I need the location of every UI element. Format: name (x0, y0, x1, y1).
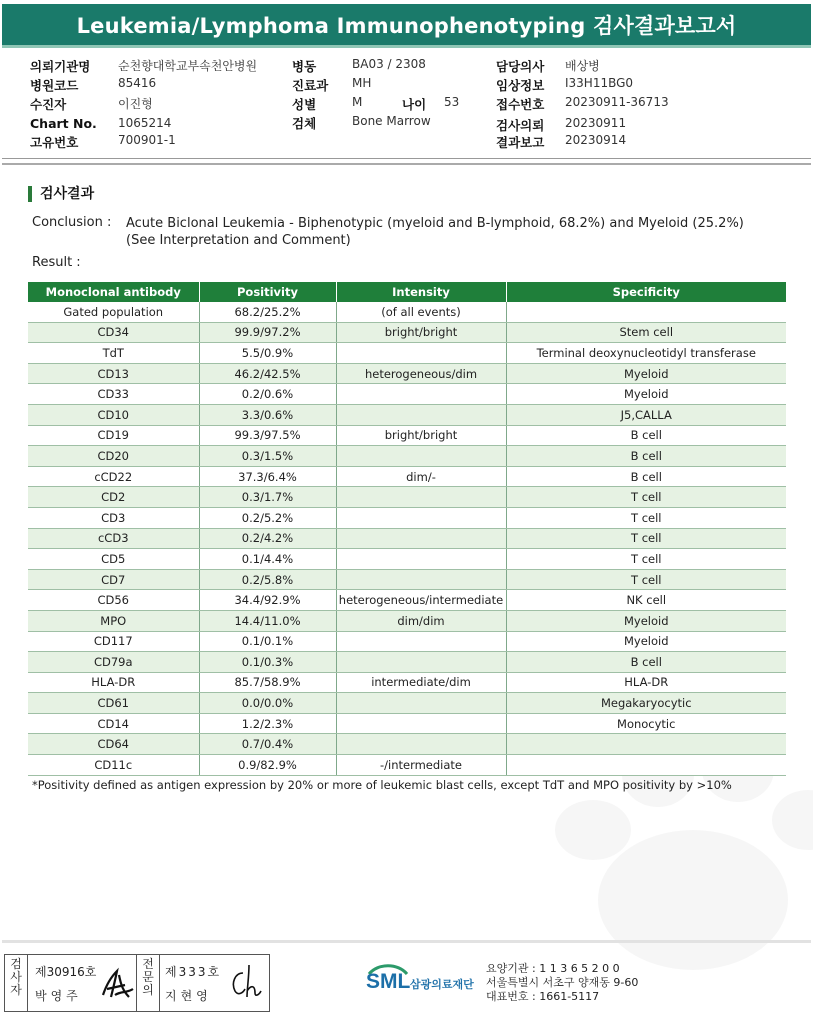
section-title: 검사결과 (28, 186, 94, 202)
cell-positivity: 34.4/92.9% (199, 590, 336, 611)
cell-intensity: dim/dim (336, 610, 506, 631)
cell-specificity: Myeloid (506, 363, 786, 384)
age-value: 53 (444, 95, 460, 109)
cell-positivity: 0.1/4.4% (199, 549, 336, 570)
specialist-name: 지현영 (165, 989, 212, 1003)
institution-value: 순천향대학교부속천안병원 (118, 59, 258, 73)
table-row (28, 446, 786, 467)
table-row (28, 549, 786, 570)
cell-intensity (336, 549, 506, 570)
divider (159, 955, 160, 1011)
cell-antibody: CD5 (28, 549, 199, 570)
divider (27, 955, 28, 1011)
specimen-label: 검체 (292, 116, 317, 131)
cell-positivity: 0.7/0.4% (199, 734, 336, 755)
patient-label: 수진자 (30, 97, 67, 112)
cell-positivity: 0.1/0.3% (199, 652, 336, 673)
footer-divider (2, 940, 811, 943)
cell-specificity: T cell (506, 528, 786, 549)
cell-specificity: Megakaryocytic (506, 693, 786, 714)
cell-intensity: (of all events) (336, 302, 506, 322)
cell-antibody: cCD22 (28, 466, 199, 487)
cell-antibody: CD33 (28, 384, 199, 405)
cell-antibody: CD20 (28, 446, 199, 467)
table-row (28, 343, 786, 364)
cell-intensity (336, 404, 506, 425)
cell-positivity: 99.3/97.5% (199, 425, 336, 446)
report-date-value: 20230914 (565, 133, 627, 147)
cell-specificity: NK cell (506, 590, 786, 611)
cell-positivity: 0.9/82.9% (199, 755, 336, 776)
table-row (28, 384, 786, 405)
cell-positivity: 0.3/1.7% (199, 487, 336, 508)
table-row (28, 569, 786, 590)
tester-name: 박영주 (35, 989, 82, 1003)
cell-intensity (336, 507, 506, 528)
cell-positivity: 0.2/4.2% (199, 528, 336, 549)
table-row (28, 693, 786, 714)
cell-antibody: cCD3 (28, 528, 199, 549)
cell-intensity (336, 652, 506, 673)
patient-info (0, 54, 813, 154)
cell-intensity: dim/- (336, 466, 506, 487)
cell-positivity: 37.3/6.4% (199, 466, 336, 487)
sml-logo (366, 962, 484, 1002)
unique-no-label: 고유번호 (30, 135, 79, 150)
cell-intensity (336, 528, 506, 549)
cell-intensity: -/intermediate (336, 755, 506, 776)
table-body (28, 302, 786, 775)
cell-intensity (336, 487, 506, 508)
request-value: 20230911 (565, 116, 627, 130)
cell-specificity: Stem cell (506, 322, 786, 343)
dept-label: 진료과 (292, 78, 329, 93)
cell-intensity: bright/bright (336, 425, 506, 446)
cell-intensity: intermediate/dim (336, 672, 506, 693)
table-row (28, 507, 786, 528)
cell-specificity: T cell (506, 487, 786, 508)
sex-label: 성별 (292, 97, 317, 112)
cell-intensity (336, 569, 506, 590)
cell-intensity (336, 713, 506, 734)
logo-mark: SML (366, 970, 411, 993)
contact-info (486, 962, 638, 1004)
footnote: *Positivity defined as antigen expression by 20% or more of leukemic blast cells, except TdT and MPO positivity by >10% (32, 778, 732, 792)
table-row (28, 631, 786, 652)
cell-positivity: 99.9/97.2% (199, 322, 336, 343)
specialist-license: 제333호 (165, 965, 222, 979)
sex-value: M (352, 95, 363, 109)
cell-positivity: 5.5/0.9% (199, 343, 336, 364)
clinical-label: 임상정보 (496, 78, 545, 93)
table-row (28, 610, 786, 631)
tester-license: 제30916호 (35, 965, 97, 979)
hospital-code-value: 85416 (118, 76, 157, 90)
chart-no-value: 1065214 (118, 116, 172, 130)
tester-label: 검사자 (10, 957, 22, 997)
header-intensity: Intensity (336, 282, 506, 302)
cell-antibody: CD64 (28, 734, 199, 755)
receipt-label: 접수번호 (496, 97, 545, 112)
cell-positivity: 85.7/58.9% (199, 672, 336, 693)
tester-signature-icon (99, 965, 135, 1005)
doctor-value: 배상병 (565, 59, 600, 73)
table-row (28, 713, 786, 734)
cell-antibody: CD7 (28, 569, 199, 590)
cell-antibody: CD13 (28, 363, 199, 384)
ward-label: 병동 (292, 59, 317, 74)
cell-specificity: Myeloid (506, 384, 786, 405)
cell-positivity: 68.2/25.2% (199, 302, 336, 322)
cell-antibody: CD61 (28, 693, 199, 714)
results-table (28, 282, 786, 776)
header-antibody: Monoclonal antibody (28, 282, 199, 302)
cell-positivity: 0.2/5.2% (199, 507, 336, 528)
cell-intensity: heterogeneous/dim (336, 363, 506, 384)
ward-value: BA03 / 2308 (352, 57, 426, 71)
table-row (28, 652, 786, 673)
cell-specificity: Myeloid (506, 610, 786, 631)
cell-specificity: J5,CALLA (506, 404, 786, 425)
patient-value: 이진형 (118, 97, 153, 111)
table-row (28, 755, 786, 776)
cell-intensity (336, 343, 506, 364)
cell-specificity: Monocytic (506, 713, 786, 734)
table-row (28, 302, 786, 322)
doctor-label: 담당의사 (496, 59, 545, 74)
cell-antibody: MPO (28, 610, 199, 631)
table-row (28, 363, 786, 384)
cell-specificity: B cell (506, 446, 786, 467)
cell-antibody: TdT (28, 343, 199, 364)
report-date-label: 결과보고 (496, 135, 545, 150)
cell-specificity: B cell (506, 466, 786, 487)
age-label: 나이 (402, 97, 427, 112)
cell-specificity (506, 755, 786, 776)
cell-antibody: Gated population (28, 302, 199, 322)
cell-intensity: heterogeneous/intermediate (336, 590, 506, 611)
cell-intensity (336, 446, 506, 467)
specialist-label: 전문의 (142, 957, 154, 997)
cell-antibody: CD10 (28, 404, 199, 425)
cell-positivity: 46.2/42.5% (199, 363, 336, 384)
request-label: 검사의뢰 (496, 118, 545, 133)
divider (136, 955, 137, 1011)
cell-specificity: Myeloid (506, 631, 786, 652)
cell-antibody: CD19 (28, 425, 199, 446)
cell-antibody: CD11c (28, 755, 199, 776)
conclusion-line: (See Interpretation and Comment) (126, 233, 351, 248)
table-row (28, 528, 786, 549)
cell-antibody: CD34 (28, 322, 199, 343)
divider (2, 163, 811, 165)
cell-intensity (336, 384, 506, 405)
table-row (28, 672, 786, 693)
contact-line: 서울특별시 서초구 양재동 9-60 (486, 976, 639, 989)
cell-antibody: HLA-DR (28, 672, 199, 693)
cell-antibody: CD3 (28, 507, 199, 528)
hospital-code-label: 병원코드 (30, 78, 79, 93)
cell-specificity: B cell (506, 425, 786, 446)
table-row (28, 404, 786, 425)
table-row (28, 590, 786, 611)
cell-positivity: 0.0/0.0% (199, 693, 336, 714)
cell-positivity: 0.1/0.1% (199, 631, 336, 652)
header-positivity: Positivity (199, 282, 336, 302)
cell-intensity: bright/bright (336, 322, 506, 343)
table-row (28, 734, 786, 755)
unique-no-value: 700901-1 (118, 133, 176, 147)
table-row (28, 425, 786, 446)
cell-positivity: 14.4/11.0% (199, 610, 336, 631)
conclusion-text (126, 215, 786, 249)
table-row (28, 466, 786, 487)
specimen-value: Bone Marrow (352, 114, 431, 128)
cell-specificity: T cell (506, 569, 786, 590)
logo-name: 삼광의료재단 (410, 978, 474, 991)
cell-antibody: CD2 (28, 487, 199, 508)
report-title: Leukemia/Lymphoma Immunophenotyping 검사결과보고서 (2, 4, 811, 48)
cell-intensity (336, 693, 506, 714)
header-specificity: Specificity (506, 282, 786, 302)
receipt-value: 20230911-36713 (565, 95, 669, 109)
cell-positivity: 0.3/1.5% (199, 446, 336, 467)
specialist-signature-icon (225, 961, 267, 1005)
signature-box (4, 954, 270, 1012)
divider (2, 158, 811, 159)
institution-label: 의뢰기관명 (30, 59, 91, 74)
cell-intensity (336, 734, 506, 755)
result-label: Result : (32, 255, 81, 270)
cell-specificity: T cell (506, 549, 786, 570)
cell-antibody: CD56 (28, 590, 199, 611)
conclusion-line: Acute Biclonal Leukemia - Biphenotypic (myeloid and B-lymphoid, 68.2%) and Myeloid (25.2%) (126, 216, 744, 231)
cell-specificity: HLA-DR (506, 672, 786, 693)
cell-specificity: T cell (506, 507, 786, 528)
cell-specificity (506, 734, 786, 755)
cell-antibody: CD117 (28, 631, 199, 652)
chart-no-label: Chart No. (30, 116, 97, 131)
table-row (28, 487, 786, 508)
cell-positivity: 1.2/2.3% (199, 713, 336, 734)
cell-antibody: CD14 (28, 713, 199, 734)
conclusion-label: Conclusion : (32, 215, 112, 230)
table-header-row (28, 282, 786, 302)
contact-line: 대표번호 : 1661-5117 (486, 990, 600, 1003)
cell-positivity: 0.2/5.8% (199, 569, 336, 590)
cell-positivity: 0.2/0.6% (199, 384, 336, 405)
cell-intensity (336, 631, 506, 652)
cell-antibody: CD79a (28, 652, 199, 673)
dept-value: MH (352, 76, 372, 90)
cell-specificity: B cell (506, 652, 786, 673)
cell-specificity (506, 302, 786, 322)
table-row (28, 322, 786, 343)
cell-positivity: 3.3/0.6% (199, 404, 336, 425)
cell-specificity: Terminal deoxynucleotidyl transferase (506, 343, 786, 364)
clinical-value: I33H11BG0 (565, 76, 634, 90)
contact-line: 요양기관 : 1 1 3 6 5 2 0 0 (486, 962, 620, 975)
